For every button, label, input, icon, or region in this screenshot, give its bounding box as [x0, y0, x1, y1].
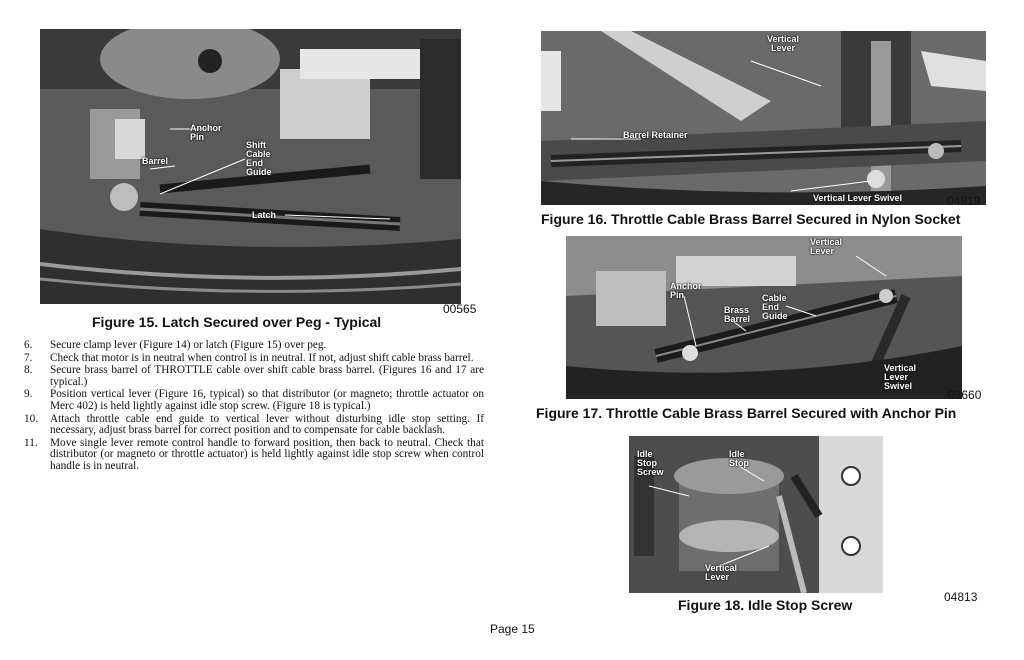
step-text: Move single lever remote control handle to forward position, then back to neutral. Check that distributor (or magneto or throttle actuator) is held lightly against idle stop screw when control handle is in neutral. [50, 436, 484, 472]
step-text: Secure brass barrel of THROTTLE cable over shift cable brass barrel. (Figures 16 and 17 are typical.) [50, 364, 484, 388]
step-number: 9. [24, 388, 33, 401]
step-number: 8. [24, 364, 33, 377]
callout-latch: Latch [252, 210, 277, 220]
figure-15-caption: Figure 15. Latch Secured over Peg - Typical [92, 314, 382, 330]
step-8 [24, 365, 484, 388]
callout-anchor-pin: Anchor Pin [190, 123, 222, 142]
callout-idle-stop: Idle Stop [729, 449, 749, 468]
callout-vertical-lever: Vertical Lever [766, 34, 800, 53]
figure-15-photo [40, 29, 461, 304]
figure-17-photo-id: 03660 [948, 388, 982, 402]
page-number: Page 15 [490, 622, 535, 636]
step-10 [24, 414, 484, 437]
callout-anchor-pin: Anchor Pin [670, 281, 702, 300]
callout-cable-end-guide: Cable End Guide [762, 293, 788, 321]
figure-18-photo [629, 436, 883, 593]
callout-vertical-lever: Vertical Lever [705, 563, 738, 582]
callout-vertical-lever: Vertical Lever [810, 237, 843, 256]
instruction-steps [24, 340, 484, 474]
figure-16-caption: Figure 16. Throttle Cable Brass Barrel Secured in Nylon Socket [541, 211, 961, 227]
figure-17-photo [566, 236, 962, 399]
callout-brass-barrel: Brass Barrel [724, 305, 751, 324]
step-9 [24, 389, 484, 412]
callout-idle-stop-screw: Idle Stop Screw [637, 449, 664, 477]
step-6 [24, 340, 484, 352]
step-text: Secure clamp lever (Figure 14) or latch (Figure 15) over peg. [50, 339, 327, 351]
step-number: 10. [24, 412, 39, 425]
figure-18-photo-id: 04813 [944, 590, 978, 604]
step-number: 11. [24, 436, 38, 449]
step-7 [24, 353, 484, 365]
step-text: Attach throttle cable end guide to vertical lever without disturbing idle stop setting. If necessary, adjust brass barrel for correct position and to compensate for cable backlash. [50, 412, 484, 437]
callout-vertical-lever-swivel: Vertical Lever Swivel [813, 193, 903, 203]
figure-15-photo-id: 00565 [443, 302, 477, 316]
figure-16-photo-id: 04819 [947, 194, 981, 208]
figure-17-caption: Figure 17. Throttle Cable Brass Barrel Secured with Anchor Pin [536, 405, 957, 421]
callout-vertical-lever-swivel: Vertical Lever Swivel [884, 363, 917, 391]
callout-barrel: Barrel [142, 156, 169, 166]
step-text: Check that motor is in neutral when control is in neutral. If not, adjust shift cable brass barrel. [50, 351, 474, 364]
step-number: 7. [24, 351, 33, 364]
figure-18-caption: Figure 18. Idle Stop Screw [678, 597, 853, 613]
figure-16-photo [541, 31, 986, 205]
callout-shift-cable-end-guide: Shift Cable End Guide [246, 140, 272, 177]
step-number: 6. [24, 339, 33, 351]
step-text: Position vertical lever (Figure 16, typical) so that distributor (or magneto; throttle actuator on Merc 402) is held lightly against idle stop screw. (Figure 18 is typical.) [50, 388, 484, 412]
step-11 [24, 438, 484, 473]
callout-barrel-retainer: Barrel Retainer [623, 130, 688, 140]
